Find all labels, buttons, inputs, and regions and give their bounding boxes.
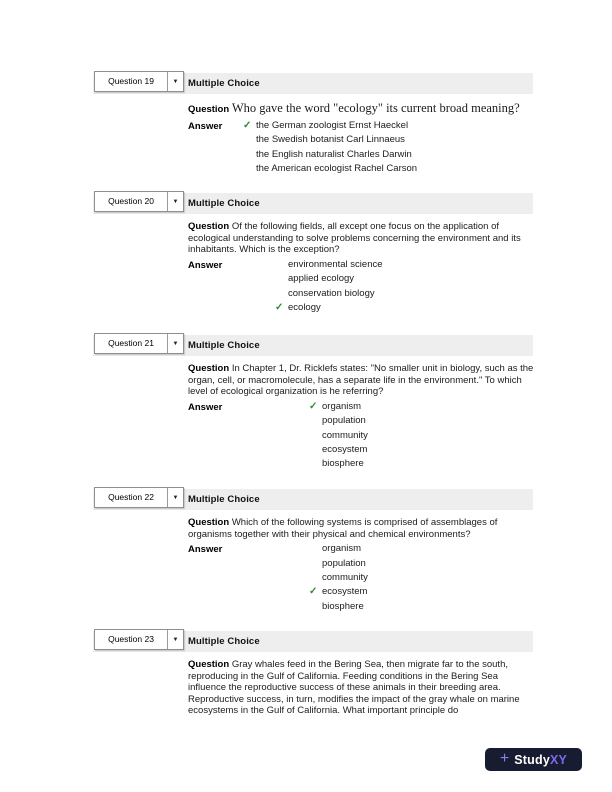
question-block: [93, 631, 533, 717]
chevron-down-icon: ▼: [172, 494, 179, 501]
plus-icon: +: [499, 750, 510, 767]
answer-option-text: organism: [322, 400, 362, 412]
answer-label: Answer: [188, 259, 223, 271]
question-selector-value: Question 21: [108, 338, 154, 348]
question-selector-value: Question 22: [108, 492, 154, 502]
question-selector-dropdown[interactable]: [94, 629, 184, 650]
question-content: [188, 356, 535, 472]
question-type-label: Multiple Choice: [188, 340, 260, 351]
answer-label: Answer: [188, 401, 223, 413]
answer-option: [322, 443, 535, 457]
answer-option-text: ecosystem: [322, 444, 368, 455]
answer-option: [309, 585, 535, 599]
question-block: [93, 489, 533, 614]
question-selector-dropdown[interactable]: [94, 333, 184, 354]
dropdown-arrow-button[interactable]: [167, 334, 183, 353]
answer-option: [322, 542, 535, 556]
question-label: Question: [188, 517, 232, 528]
chevron-down-icon: ▼: [172, 340, 179, 347]
answer-option-text: community: [322, 429, 368, 441]
answer-option: [309, 400, 535, 414]
chevron-down-icon: ▼: [172, 78, 179, 85]
answer-option-text: environmental science: [288, 258, 383, 270]
studyxy-logo: [485, 748, 582, 771]
question-header-bar: [93, 631, 533, 652]
question-label: Question: [188, 659, 232, 670]
answer-option-text: conservation biology: [288, 287, 375, 299]
answer-option: [288, 272, 535, 286]
question-selector-dropdown[interactable]: [94, 71, 184, 92]
answer-option-text: biosphere: [322, 600, 364, 612]
answer-option-text: applied ecology: [288, 273, 355, 285]
question-block: [93, 335, 533, 472]
question-selector-value: Question 23: [108, 634, 154, 644]
question-type-label: Multiple Choice: [188, 198, 260, 209]
question-body-text: Who gave the word "ecology" its current broad meaning?: [231, 101, 520, 115]
answer-options: [309, 400, 535, 472]
dropdown-arrow-button[interactable]: [167, 488, 183, 507]
correct-answer-check-icon: ✓: [243, 120, 252, 131]
answer-option: [256, 162, 535, 176]
correct-answer-check-icon: ✓: [309, 400, 318, 412]
answer-option-text: the American ecologist Rachel Carson: [256, 163, 418, 175]
answer-option: [256, 148, 535, 162]
question-text: [188, 517, 535, 540]
question-body-text: Gray whales feed in the Bering Sea, then migrate far to the south, reproducing in the Gulf of California. Feeding conditions in the Bering Sea influence the reproductive success of these animals in their breeding area. Reproductive success, in turn, modifies the impact of the gray whale on marine ecosystems in the Gulf of California. What important principle do: [188, 659, 520, 717]
answer-option-text: organism: [322, 543, 362, 555]
answer-option-text: population: [322, 557, 366, 569]
answer-option: [288, 287, 535, 301]
dropdown-arrow-button[interactable]: [167, 630, 183, 649]
question-label: Question: [188, 221, 232, 232]
answer-option-text: ecosystem: [322, 586, 368, 598]
answer-option: [256, 133, 535, 147]
answer-option-text: community: [322, 572, 368, 583]
question-type-label: Multiple Choice: [188, 494, 260, 505]
answer-section: [188, 542, 535, 614]
question-header-bar: [93, 193, 533, 214]
question-content: [188, 510, 535, 614]
question-type-label: Multiple Choice: [188, 78, 260, 89]
answer-option-text: ecology: [288, 302, 321, 313]
question-label: Question: [188, 363, 232, 374]
question-selector-dropdown[interactable]: [94, 191, 184, 212]
answer-option: [322, 414, 535, 428]
question-selector-value: Question 20: [108, 196, 154, 206]
answer-options: [309, 542, 535, 614]
answer-option: [288, 258, 535, 272]
question-text: [188, 221, 535, 256]
answer-option-text: the English naturalist Charles Darwin: [256, 148, 412, 160]
logo-text-xy: XY: [550, 752, 568, 767]
answer-option: [322, 571, 535, 585]
chevron-down-icon: ▼: [172, 636, 179, 643]
correct-answer-check-icon: ✓: [275, 302, 284, 313]
correct-answer-check-icon: ✓: [309, 586, 318, 598]
answer-option: [275, 301, 535, 315]
answer-options: [243, 119, 535, 177]
question-text: [188, 659, 535, 717]
answer-options: [275, 258, 535, 316]
answer-label: Answer: [188, 121, 223, 132]
answer-option: [243, 119, 535, 133]
question-text: [188, 101, 535, 117]
question-block: [93, 73, 533, 177]
answer-option: [322, 457, 535, 471]
answer-option-text: the German zoologist Ernst Haeckel: [256, 120, 409, 131]
chevron-down-icon: ▼: [172, 198, 179, 205]
dropdown-arrow-button[interactable]: [167, 192, 183, 211]
question-text: [188, 363, 535, 398]
question-body-text: In Chapter 1, Dr. Ricklefs states: "No smaller unit in biology, such as the organ, cell, or macromolecule, has a separate life in the environment." To which level of ecological organization is he referring?: [188, 363, 534, 398]
question-header-bar: [93, 335, 533, 356]
question-block: [93, 193, 533, 315]
answer-section: [188, 119, 535, 177]
answer-section: [188, 400, 535, 472]
logo-text-study: Study: [514, 752, 550, 767]
question-content: [188, 214, 535, 315]
answer-option: [322, 557, 535, 571]
question-content: [188, 652, 535, 717]
question-selector-value: Question 19: [108, 76, 154, 86]
question-selector-dropdown[interactable]: [94, 487, 184, 508]
answer-label: Answer: [188, 544, 223, 556]
answer-option-text: biosphere: [322, 458, 364, 470]
answer-option: [322, 600, 535, 614]
question-type-label: Multiple Choice: [188, 636, 260, 647]
question-body-text: Of the following fields, all except one focus on the application of ecological understanding to solve problems concerning the environment and its inhabitants. Which is the exception?: [188, 221, 521, 256]
answer-section: [188, 258, 535, 316]
dropdown-arrow-button[interactable]: [167, 72, 183, 91]
question-label: Question: [188, 104, 232, 115]
answer-option-text: the Swedish botanist Carl Linnaeus: [256, 134, 405, 146]
question-header-bar: [93, 489, 533, 510]
answer-option: [322, 429, 535, 443]
question-body-text: Which of the following systems is comprised of assemblages of organisms together with their physical and chemical environments?: [188, 517, 498, 540]
answer-option-text: population: [322, 415, 366, 427]
question-content: [188, 94, 535, 177]
question-header-bar: [93, 73, 533, 94]
